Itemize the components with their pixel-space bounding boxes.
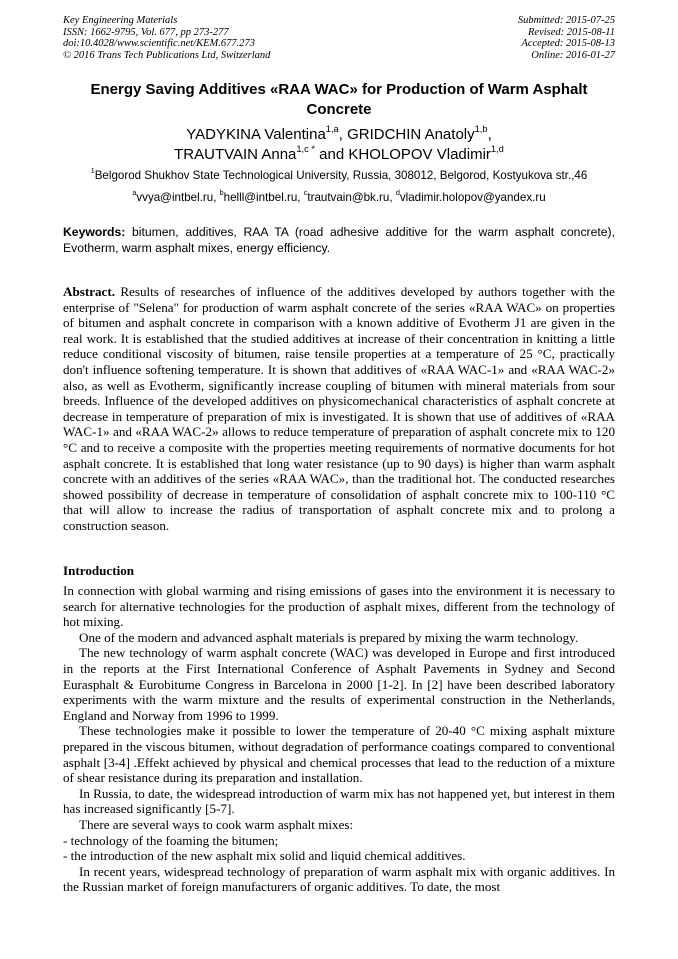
list-item: - the introduction of the new asphalt mix solid and liquid chemical additives. [63,848,466,864]
publication-dates [518,15,615,61]
paragraph: These technologies make it possible to lower the temperature of 20-40 °C mixing asphalt mixture prepared in the viscous bitumen, without degradation of performance coatings compared to conventional asphalt [3-4] .Effekt achieved by physical and chemical processes that lead to the reduction of a mixture of shear resistance during its preparation and installation. [63,723,615,786]
author-affiliation-mark: 1,a [325,123,339,134]
submitted-date: Submitted: 2015-07-25 [517,15,615,26]
author-affiliation-mark: 1,b [474,123,488,134]
keywords [63,225,615,256]
email-mark: a [132,188,137,198]
email-mark: d [395,188,400,198]
email-link[interactable]: helll@intbel.ru, [223,191,301,204]
affiliation [60,166,618,183]
author-name: GRIDCHIN Anatoly [347,126,475,143]
section-heading-introduction: Introduction [63,563,135,578]
paragraph: In Russia, to date, the widespread introduction of warm mix has not happened yet, but interest in them has increased significantly [5-7]. [63,785,615,817]
issn: ISSN: 1662-9795, Vol. 677, pp 273-277 [63,26,229,38]
author-name: KHOLOPOV Vladimir [348,146,491,163]
paragraph: The new technology of warm asphalt concrete (WAC) was developed in Europe and first introduced in the reports at the First International Conference of Asphalt Pavements in Sydney and Second Eurasphalt & Eurobitume Congress in Barcelona in 2000 [1-2]. In [2] have been described laboratory experiments with the warm mixture and the results of experimental construction in the Netherlands, England and Norway from 1996 to 1999. [63,645,615,723]
email-link[interactable]: vladimir.holopov@yandex.ru [399,191,546,204]
author-name: YADYKINA Valentina [186,126,326,143]
abstract [63,284,615,534]
abstract-text: Results of researches of influence of the additives developed by authors together with the enterprise of "Selena" for production of warm asphalt concrete of the series «RAA WAC» on properties of bitumen and asphalt concrete in comparison with a known additive of Evotherm J1 are given in the real work. It is established that the studied additives at increase of their concentration in knitting a little reduce conditional viscosity of bitumen, raise tensile properties at a temperature of 25 °C, practically don't influence softening temperature. It is shown that additives of «RAA WAC-1» and «RAA WAC-2» also, as well as Evotherm, significantly increase coupling of bitumen with mineral materials from sour breeds. Influence of the developed additives on physicomechanical characteristics of asphalt concrete at decrease in temperature of preparation of mix is investigated. It is shown that use of additives of «RAA WAC-1» and «RAA WAC-2» allows to reduce temperature of preparation of asphalt concrete mix to 120 °C and to receive a composite with the properties meeting requirements of normative documents for hot asphalt concrete. It is established that long water resistance (up to 90 days) is higher than warm asphalt concrete with an additives of the series «RAA WAC», than the traditional hot. The conducted researches showed possibility of decrease in temperature of consolidation of asphalt concrete mix to 100-110 °C that will allow to increase the radius of transportation of asphalt concrete mix and to prolong a construction season. [63,284,615,533]
author-conjunction: and [319,146,345,163]
introduction-body [63,583,615,895]
accepted-date: Accepted: 2015-08-13 [521,38,615,49]
paragraph: One of the modern and advanced asphalt materials is prepared by mixing the warm technology. [79,629,579,645]
paper-title: Energy Saving Additives «RAA WAC» for Production of Warm Asphalt Concrete [90,81,588,118]
paragraph: There are several ways to cook warm asphalt mixes: [79,816,354,832]
email-mark: b [219,188,224,198]
journal-info [63,15,270,61]
doi: doi:10.4028/www.scientific.net/KEM.677.273 [63,38,255,49]
email-link[interactable]: vvya@intbel.ru, [136,191,217,204]
email-mark: c [303,188,308,198]
journal-name: Key Engineering Materials [63,15,178,26]
author-affiliation-mark: 1,d [490,143,504,154]
author-affiliation-mark: 1,c * [296,143,315,154]
paragraph: In connection with global warming and rising emissions of gases into the environment it is necessary to search for alternative technologies for the production of asphalt mixes, different from the technology of hot mixing. [63,583,615,630]
list-item: - technology of the foaming the bitumen; [63,832,279,848]
email-link[interactable]: trautvain@bk.ru, [307,191,393,204]
copyright: © 2016 Trans Tech Publications Ltd, Switzerland [63,49,271,61]
author-name: TRAUTVAIN Anna [174,146,297,163]
author-list: YADYKINA Valentina$^{1,a}$, GRIDCHIN Anatoly$^{1,b}$, TRAUTVAIN Anna$^{1,c *}$ and KHOLOPOV Vladimir$^{1,d}$ [174,123,504,163]
abstract-label: Abstract. [63,284,115,299]
affiliation-mark: 1 [90,166,95,176]
affiliation-text: Belgorod Shukhov State Technological University, Russia, 308012, Belgorod, Kostyukova str.,46 [94,169,588,182]
keywords-text: bitumen, additives, RAA TA (road adhesive additive for the warm asphalt concrete), Evotherm, warm asphalt mixes, energy efficiency. [63,225,615,255]
online-date: Online: 2016-01-27 [531,49,615,61]
revised-date: Revised: 2015-08-11 [528,26,615,38]
author-emails [60,188,618,205]
paragraph: In recent years, widespread technology of preparation of warm asphalt mix with organic additives. In the Russian market of foreign manufacturers of organic additives. To date, the most [63,863,615,895]
keywords-label: Keywords: [63,225,126,239]
